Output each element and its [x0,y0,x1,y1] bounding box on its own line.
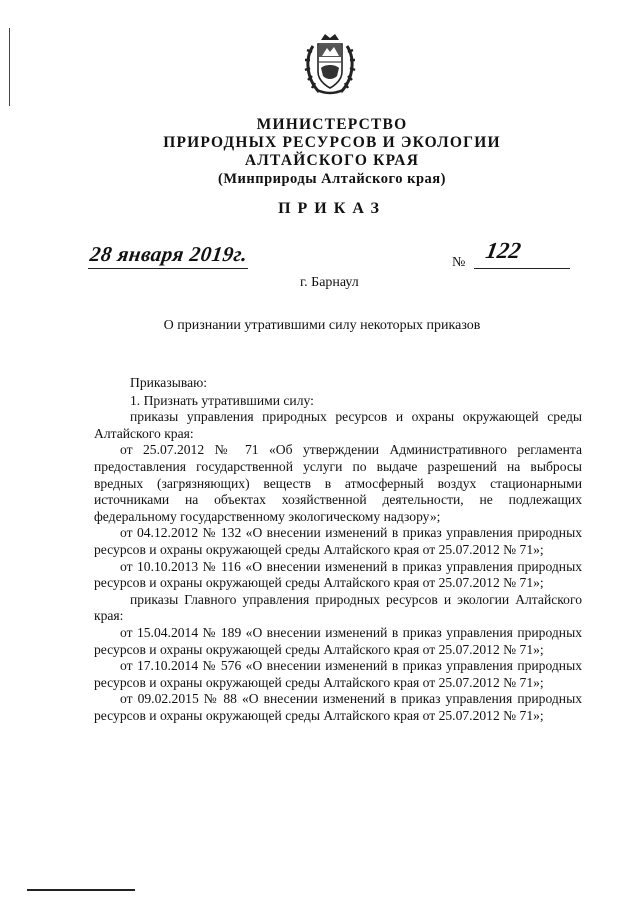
scan-edge-line [9,28,10,106]
body-paragraph: Приказываю: [130,375,208,390]
body-paragraph: приказы управления природных ресурсов и охраны окружающей среды Алтайского края: [94,409,582,441]
ministry-name-line2: ПРИРОДНЫХ РЕСУРСОВ И ЭКОЛОГИИ [163,134,501,151]
body-paragraph: от 09.02.2015 № 88 «О внесении изменений в приказ управления природных ресурсов и охраны окружающей среды Алтайского края от 25.07.2012 № 71»; [94,691,582,723]
body-paragraph: приказы Главного управления природных ресурсов и экологии Алтайского края: [94,591,582,624]
body-paragraph: от 04.12.2012 № 132 «О внесении изменений в приказ управления природных ресурсов и охраны окружающей среды Алтайского края от 25.07.2012 № 71»; [94,525,582,557]
body-paragraph: от 10.10.2013 № 116 «О внесении изменений в приказ управления природных ресурсов и охраны окружающей среды Алтайского края от 25.07.2012 № 71»; [94,558,582,591]
date-underline [88,268,248,269]
coat-of-arms-icon [303,32,357,98]
order-body [94,375,582,724]
coat-of-arms-emblem [303,32,357,98]
ministry-short-name: (Минприроды Алтайского края) [218,171,446,187]
body-paragraph: 1. Признать утратившими силу: [130,392,314,408]
city-name: г. Барнаул [300,275,359,290]
handwritten-order-number: 122 [483,238,523,263]
ministry-name-line1: МИНИСТЕРСТВО [256,116,408,133]
body-paragraph: от 15.04.2014 № 189 «О внесении изменений в приказ управления природных ресурсов и охраны окружающей среды Алтайского края от 25.07.2012 № 71»; [94,624,582,657]
ministry-name-line3: АЛТАЙСКОГО КРАЯ [244,152,420,169]
order-title: ПРИКАЗ [278,200,386,217]
ministry-header [120,116,544,189]
handwritten-date: 28 января 2019г. [88,242,250,266]
footer-line [27,889,135,891]
body-paragraph: от 25.07.2012 № 71 «Об утверждении Административного регламента предоставления государственной услуги по выдаче разрешений на выбросы вредных (загрязняющих) веществ в атмосферный воздух стационарными источниками на объектах хозяйственной деятельности, не подлежащих федеральному государственному экологическому надзору»; [94,442,582,524]
body-paragraph: от 17.10.2014 № 576 «О внесении изменений в приказ управления природных ресурсов и охраны окружающей среды Алтайского края от 25.07.2012 № 71»; [94,658,582,690]
order-number-underline [474,268,570,269]
order-subject: О признании утратившими силу некоторых приказов [163,318,481,333]
order-number-label: № [452,255,466,270]
